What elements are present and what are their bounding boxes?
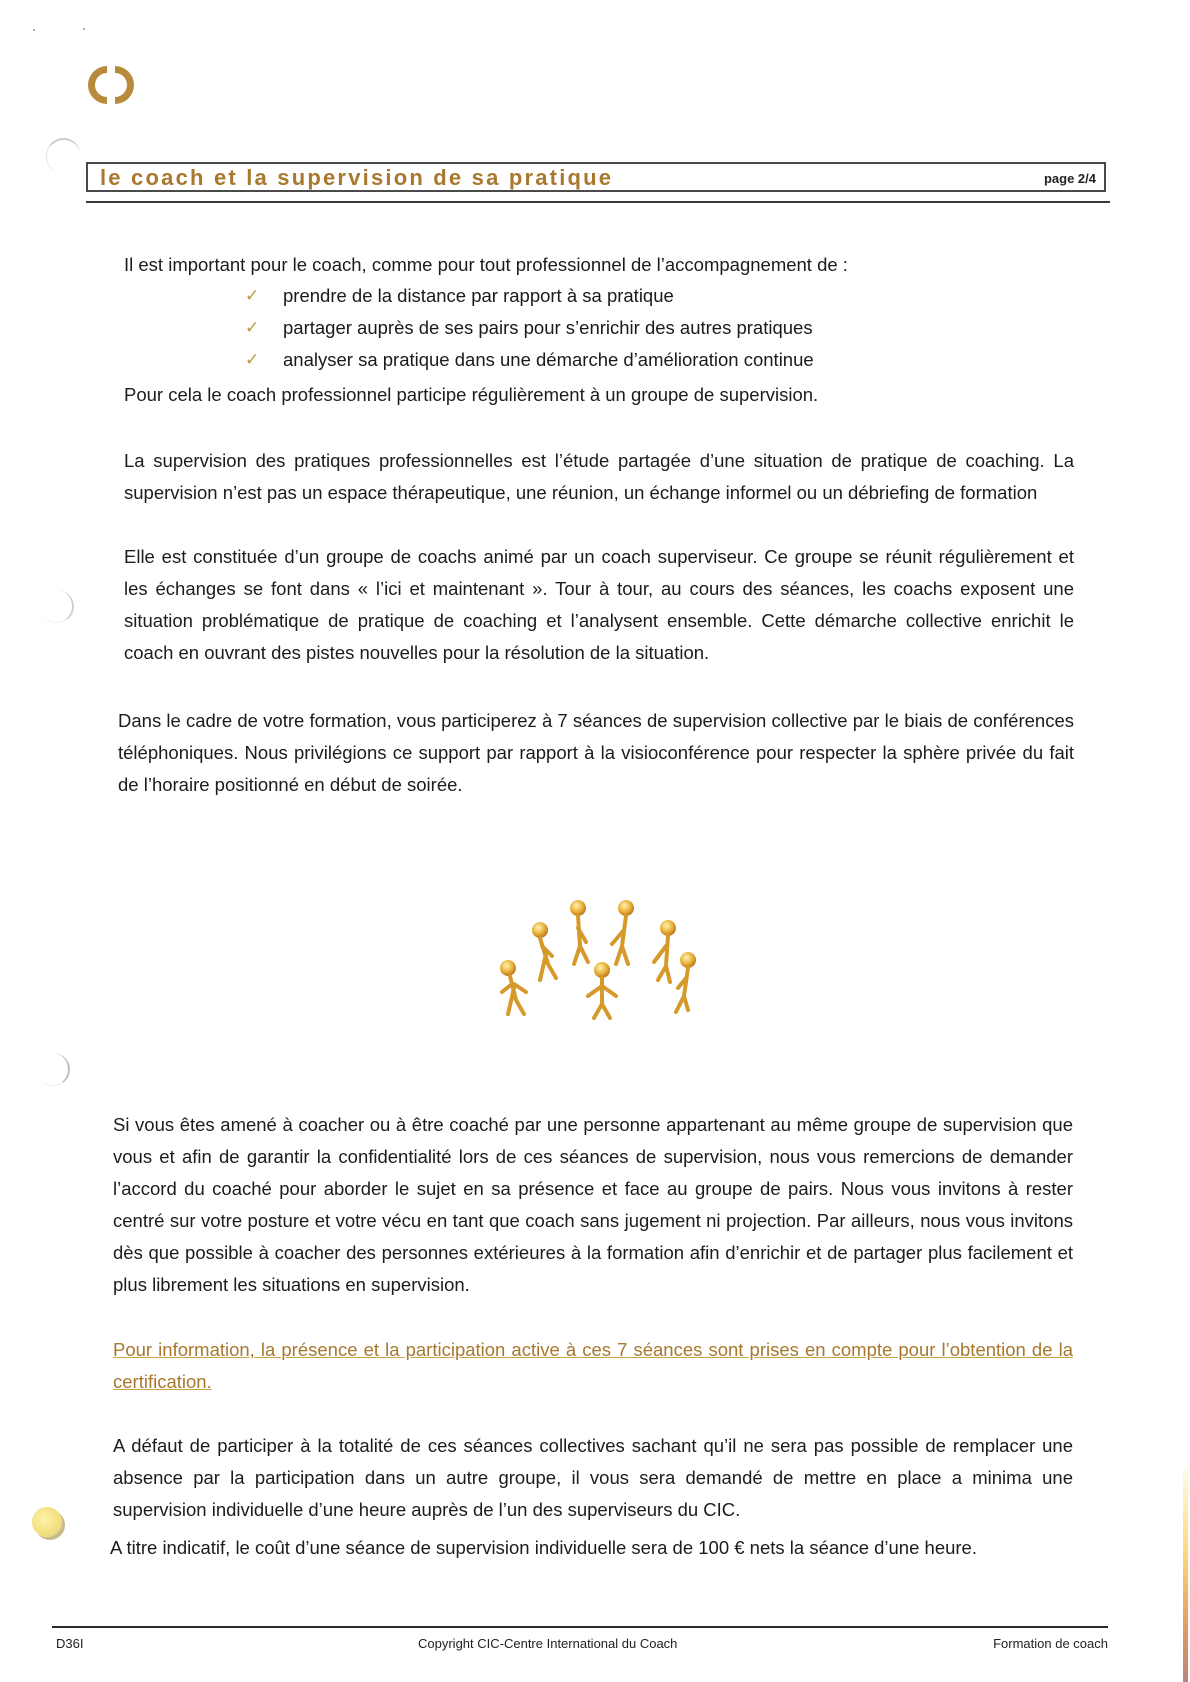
bullet-text: partager auprès de ses pairs pour s’enrichir des autres pratiques <box>283 317 813 338</box>
figure-6 <box>676 952 696 1012</box>
bullet-text: prendre de la distance par rapport à sa pratique <box>283 285 674 306</box>
footer-divider <box>52 1626 1108 1628</box>
bullet-text: analyser sa pratique dans une démarche d’amélioration continue <box>283 349 814 370</box>
intro-lead: Il est important pour le coach, comme pour tout professionnel de l’accompagnement de : <box>124 254 848 275</box>
certification-notice: Pour information, la présence et la participation active à ces 7 séances sont prises en compte pour l’obtention de la certification. <box>113 1339 1073 1392</box>
punch-hole-mark <box>46 138 81 174</box>
list-item <box>245 312 814 344</box>
page-edge-strip <box>1183 1470 1188 1682</box>
figure-7 <box>588 962 616 1018</box>
footer-document-code: D36I <box>56 1636 84 1651</box>
checkmark-icon: ✓ <box>245 286 260 305</box>
checkmark-icon: ✓ <box>245 318 260 337</box>
figure-4 <box>612 900 634 964</box>
page-number: page 2/4 <box>1043 171 1096 186</box>
figure-3 <box>570 900 588 964</box>
footer-label: Formation de coach <box>993 1636 1108 1651</box>
intro-conclusion: Pour cela le coach professionnel participe régulièrement à un groupe de supervision. <box>124 384 819 405</box>
figure-2 <box>532 922 556 980</box>
list-item <box>245 280 814 312</box>
bullet-list <box>245 280 814 376</box>
list-item <box>245 344 814 376</box>
checkmark-icon: ✓ <box>245 350 260 369</box>
cic-logo-icon <box>88 62 134 108</box>
page-header <box>86 162 1106 192</box>
paragraph-confidentiality: Si vous êtes amené à coacher ou à être coaché par une personne appartenant au même groupe de supervision que vous et afin de garantir la confidentialité lors de ces séances de supervision, nous vous remercions de demander l’accord du coaché pour aborder le sujet en sa présence et face au groupe de pairs. Nous vous invitons à rester centré sur votre posture et votre vécu en tant que coach sans jugement ni projection. Par ailleurs, nous vous invitons dès que possible à coacher des personnes extérieures à la formation afin d’enrichir et de partager plus facilement et plus librement les situations en supervision. <box>113 1114 1073 1295</box>
paragraph-format: Dans le cadre de votre formation, vous participerez à 7 séances de supervision collective par le biais de conférences téléphoniques. Nous privilégions ce support par rapport à la visioconférence pour respecter la sphère privée du fait de l’horaire positionné en début de soirée. <box>118 710 1074 795</box>
paragraph-definition: La supervision des pratiques professionnelles est l’étude partagée d’une situation de pratique de coaching. La supervision n’est pas un espace thérapeutique, une réunion, un échange informel ou un débriefing de formation <box>124 450 1074 503</box>
figure-5 <box>654 920 676 982</box>
figure-1 <box>500 960 526 1014</box>
punch-hole-mark <box>32 1507 62 1537</box>
document-title: le coach et la supervision de sa pratique <box>100 165 614 190</box>
scan-speck <box>33 29 35 31</box>
paragraph-cost: A titre indicatif, le coût d’une séance de supervision individuelle sera de 100 € nets la séance d’une heure. <box>110 1537 977 1558</box>
header-divider <box>86 201 1110 203</box>
paragraph-group: Elle est constituée d’un groupe de coachs animé par un coach superviseur. Ce groupe se réunit régulièrement et les échanges se font dans « l’ici et maintenant ». Tour à tour, au cours des séances, les coachs exposent une situation problématique de pratique de coaching et l’analysent ensemble. Cette démarche collective enrichit le coach en ouvrant des pistes nouvelles pour la résolution de la situation. <box>124 546 1074 663</box>
scan-speck <box>83 28 85 30</box>
punch-hole-mark <box>40 590 74 623</box>
footer-copyright: Copyright CIC-Centre International du Coach <box>418 1636 678 1651</box>
punch-hole-mark <box>36 1053 70 1086</box>
group-of-people-icon <box>490 888 700 1023</box>
paragraph-absence: A défaut de participer à la totalité de ces séances collectives sachant qu’il ne sera pas possible de remplacer une absence par la participation dans un autre groupe, il vous sera demandé de mettre en place a minima une supervision individuelle d’une heure auprès de l’un des superviseurs du CIC. <box>113 1435 1073 1520</box>
